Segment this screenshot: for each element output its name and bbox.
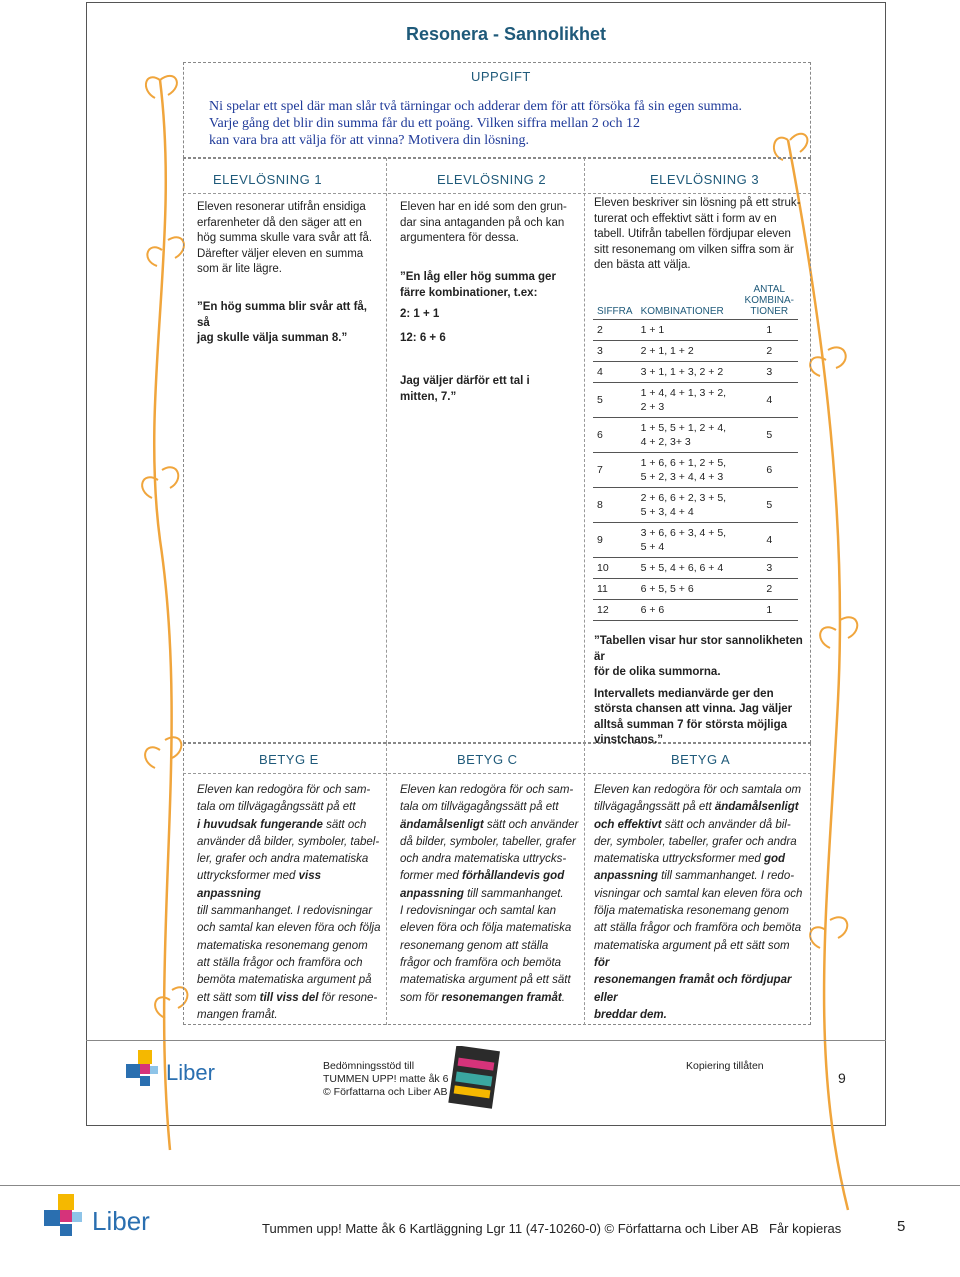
cell-antal: 1 [741, 320, 798, 341]
cell-siffra: 11 [593, 579, 637, 600]
text-line: 5 + 5, 4 + 6, 6 + 4 [640, 562, 724, 574]
text-line: argumentera för dessa. [400, 232, 519, 244]
book-credit [323, 1060, 448, 1099]
text-segment: visningar och samtal kan eleven föra och [594, 887, 803, 900]
table-row [593, 341, 798, 362]
solution-3-quote [594, 634, 806, 749]
cell-kombinationer [637, 600, 741, 621]
cell-siffra: 2 [593, 320, 637, 341]
text-line [197, 782, 383, 799]
text-line [197, 990, 383, 1007]
cell-siffra: 5 [593, 383, 637, 418]
text-line [594, 938, 808, 973]
table-row [593, 362, 798, 383]
cell-siffra: 7 [593, 453, 637, 488]
grades-header-divider [183, 773, 811, 774]
table-row [593, 320, 798, 341]
text-line [400, 990, 582, 1007]
cell-siffra: 6 [593, 418, 637, 453]
task-line: kan vara bra att välja för att vinna? Motivera din lösning. [209, 133, 529, 148]
text-line [197, 972, 383, 989]
text-segment: att ställa frågor och framföra och bemöta [594, 922, 802, 935]
text-line [594, 972, 808, 1007]
cell-siffra: 4 [593, 362, 637, 383]
solution-3-description [594, 196, 806, 274]
text-segment: ler, grafer och andra matematiska [197, 853, 369, 866]
text-line: 1 + 5, 5 + 1, 2 + 4, [640, 422, 727, 434]
text-segment: som för [400, 991, 442, 1004]
text-segment: matematiska uttrycksformer med [594, 853, 764, 866]
text-line [400, 972, 582, 989]
emphasis-text: anpassning [594, 870, 658, 883]
text-line [197, 903, 383, 920]
cell-kombinationer [637, 341, 741, 362]
footer-divider [86, 1040, 886, 1041]
text-line: som är lite lägre. [197, 263, 283, 275]
text-line: 2 + 3 [640, 401, 665, 413]
solution-2-description [400, 200, 580, 247]
text-line [197, 834, 383, 851]
text-segment: resonemang genom att ställa [400, 939, 549, 952]
text-line [594, 851, 808, 868]
grade-e-text [197, 782, 383, 1024]
text-line: Eleven resonerar utifrån ensidiga [197, 201, 366, 213]
solution-1-quote [197, 300, 382, 347]
text-segment: bemöta matematiska argument på [197, 974, 372, 987]
text-line: den bästa att välja. [594, 259, 691, 271]
table-row [593, 383, 798, 418]
text-line: 1 + 6, 6 + 1, 2 + 5, [640, 457, 727, 469]
cell-kombinationer [637, 453, 741, 488]
cell-antal: 4 [741, 383, 798, 418]
text-line: 5 + 3, 4 + 4 [640, 506, 694, 518]
text-line [400, 799, 582, 816]
text-line: 3 + 6, 6 + 3, 4 + 5, [640, 527, 727, 539]
liber-logo-text-bottom: Liber [92, 1206, 150, 1236]
table-row [593, 579, 798, 600]
text-segment: frågor och framföra och bemöta [400, 956, 562, 969]
bottom-credit: Tummen upp! Matte åk 6 Kartläggning Lgr 11 (47-10260-0) © Författarna och Liber AB [262, 1221, 759, 1236]
table-row [593, 600, 798, 621]
text-line: ”En hög summa blir svår att få, så [197, 301, 367, 329]
emphasis-text: resonemangen framåt och fördjupar eller [594, 974, 792, 1004]
text-line: ”Tabellen visar hur stor sannolikheten är [594, 635, 803, 663]
text-segment: följa matematiska resonemang genom [594, 905, 789, 918]
bottom-divider [0, 1185, 960, 1186]
table-row [593, 558, 798, 579]
text-line: ANTAL [753, 284, 786, 295]
text-line: 5 + 2, 3 + 4, 4 + 3 [640, 471, 724, 483]
emphasis-text: anpassning [400, 887, 464, 900]
text-line [197, 920, 383, 937]
solution-2-heading: ELEVLÖSNING 2 [437, 172, 547, 187]
text-segment: matematiska resonemang genom [197, 939, 368, 952]
grade-a-heading: BETYG A [671, 752, 731, 767]
cell-kombinationer [637, 558, 741, 579]
cell-siffra: 9 [593, 523, 637, 558]
cell-antal: 5 [741, 418, 798, 453]
table-row [593, 418, 798, 453]
cell-siffra: 3 [593, 341, 637, 362]
text-line [594, 1007, 808, 1024]
text-line [400, 886, 582, 903]
solution-1-heading: ELEVLÖSNING 1 [213, 172, 323, 187]
combinations-table [593, 282, 798, 621]
text-line [400, 920, 582, 937]
text-segment: för resone- [318, 991, 378, 1004]
book-cover-image [446, 1046, 502, 1110]
header-divider [183, 193, 811, 194]
text-line: tabell. Utifrån tabellen fördjupar eleven [594, 228, 791, 240]
emphasis-text: förhållandevis god [462, 870, 565, 883]
text-line [197, 955, 383, 972]
cell-antal: 2 [741, 579, 798, 600]
text-segment: och samtal kan eleven föra och följa [197, 922, 381, 935]
text-line: mitten, 7.” [400, 390, 457, 403]
text-line [594, 920, 808, 937]
cell-kombinationer [637, 488, 741, 523]
example-line: 2: 1 + 1 [400, 308, 440, 320]
text-line: färre kombinationer, t.ex: [400, 286, 538, 299]
bottom-page-number: 5 [897, 1218, 906, 1235]
emphasis-text: för [594, 956, 610, 969]
text-segment: I redovisningar och samtal kan [400, 905, 556, 918]
text-line [400, 834, 582, 851]
emphasis-text: och effektivt [594, 818, 662, 831]
text-segment: tala om tillvägagångssätt på ett [197, 801, 356, 814]
text-segment: Eleven kan redogöra för och samtala om [594, 784, 802, 796]
text-segment: och andra matematiska uttrycks- [400, 853, 567, 866]
solution-1-description [197, 200, 382, 278]
text-segment: att ställa frågor och framföra och [197, 956, 363, 969]
column-divider [386, 158, 387, 743]
text-line: 2 + 6, 6 + 2, 3 + 5, [640, 492, 727, 504]
table-row [593, 453, 798, 488]
text-segment: uttrycksformer med [197, 870, 299, 883]
header-antal [741, 282, 798, 320]
cell-siffra: 8 [593, 488, 637, 523]
cell-kombinationer [637, 383, 741, 418]
text-line [400, 868, 582, 885]
text-line: 1 + 4, 4 + 1, 3 + 2, [640, 387, 727, 399]
text-line [197, 938, 383, 955]
grade-a-text [594, 782, 808, 1024]
text-line [197, 868, 383, 903]
text-line [594, 817, 808, 834]
text-line: turerat och effektivt sätt i form av en [594, 212, 777, 225]
cell-kombinationer [637, 362, 741, 383]
text-line: Eleven beskriver sin lösning på ett struk- [594, 197, 801, 209]
solution-3-heading: ELEVLÖSNING 3 [650, 172, 760, 187]
bottom-copy: Får kopieras [769, 1221, 842, 1236]
text-line: 1 + 1 [640, 324, 665, 336]
text-line: Jag väljer därför ett tal i [400, 375, 530, 387]
cell-antal: 1 [741, 600, 798, 621]
cell-kombinationer [637, 523, 741, 558]
liber-logo-icon [126, 1050, 162, 1092]
text-line [197, 799, 383, 816]
text-line [594, 903, 808, 920]
table-header-row [593, 282, 798, 320]
emphasis-text: till viss del [259, 991, 319, 1004]
text-line: för de olika summorna. [594, 666, 721, 678]
emphasis-text: resonemangen framåt [441, 991, 562, 1004]
text-segment: sätt och använder då bil- [661, 818, 791, 831]
cell-siffra: 12 [593, 600, 637, 621]
emphasis-text: god [763, 853, 786, 866]
task-label: UPPGIFT [471, 69, 531, 84]
copy-allowed: Kopiering tillåten [686, 1060, 764, 1072]
text-line: Intervallets medianvärde ger den [594, 687, 774, 700]
text-line: Därefter väljer eleven en summa [197, 247, 364, 260]
text-segment: mangen framåt. [197, 1008, 278, 1021]
table-row [593, 523, 798, 558]
text-line: TIONER [750, 306, 789, 317]
text-line: sitt resonemang om vilken siffra som är [594, 243, 794, 256]
text-line: vinstchans.” [594, 734, 664, 746]
table-body [593, 320, 798, 621]
cell-siffra: 10 [593, 558, 637, 579]
task-text [209, 98, 789, 149]
text-line [197, 851, 383, 868]
grade-c-heading: BETYG C [457, 752, 518, 767]
column-divider [584, 743, 585, 1025]
text-line: © Författarna och Liber AB [323, 1086, 448, 1098]
text-line [400, 851, 582, 868]
text-segment: till sammanhanget. [463, 887, 564, 900]
text-segment: former med [400, 870, 462, 883]
text-segment: sätt och [322, 818, 367, 831]
text-line: största chansen att vinna. Jag väljer [594, 703, 793, 715]
text-line [400, 817, 582, 834]
emphasis-text: breddar dem. [594, 1008, 667, 1021]
text-line: Bedömningsstöd till [323, 1060, 415, 1072]
table-row [593, 488, 798, 523]
text-line [594, 799, 808, 816]
text-segment: då bilder, symboler, tabeller, grafer [400, 835, 576, 848]
text-line: 4 + 2, 3+ 3 [640, 436, 691, 448]
cell-antal: 3 [741, 362, 798, 383]
task-line: Varje gång det blir din summa får du ett poäng. Vilken siffra mellan 2 och 12 [209, 116, 640, 131]
column-divider [386, 743, 387, 1025]
page-title: Resonera - Sannolikhet [406, 24, 607, 44]
example-line: 12: 6 + 6 [400, 331, 446, 344]
text-segment: Eleven kan redogöra för och sam- [197, 784, 371, 796]
header-siffra: SIFFRA [593, 282, 637, 320]
text-segment: ett sätt som [197, 991, 260, 1004]
text-line [400, 938, 582, 955]
text-line: ”En låg eller hög summa ger [400, 271, 556, 283]
task-line: Ni spelar ett spel där man slår två tärningar och adderar dem för att försöka få sin egen summa. [209, 99, 742, 114]
header-kombinationer: KOMBINATIONER [637, 282, 741, 320]
text-line: 6 + 6 [640, 604, 665, 616]
text-segment: tala om tillvägagångssätt på ett [400, 801, 559, 814]
text-line: KOMBINA- [744, 295, 794, 306]
text-line [197, 1007, 383, 1024]
cell-antal: 5 [741, 488, 798, 523]
text-segment: eleven föra och följa matematiska [400, 922, 572, 935]
text-segment: matematiska argument på ett sätt [400, 974, 571, 987]
text-segment: till sammanhanget. I redo- [657, 870, 795, 883]
cell-antal: 2 [741, 341, 798, 362]
text-segment: tillvägagångssätt på ett [594, 801, 715, 814]
grade-c-text [400, 782, 582, 1007]
liber-logo-text: Liber [166, 1060, 215, 1085]
solution-2-conclusion [400, 374, 580, 405]
emphasis-text: viss anpassning [197, 870, 321, 900]
emphasis-text: ändamålsenligt [400, 818, 484, 831]
text-segment: Eleven kan redogöra för och sam- [400, 784, 574, 796]
text-line [594, 834, 808, 851]
cell-kombinationer [637, 418, 741, 453]
emphasis-text: ändamålsenligt [714, 801, 799, 814]
solution-2-quote [400, 270, 580, 346]
text-line [400, 782, 582, 799]
cell-kombinationer [637, 579, 741, 600]
text-line: alltså summan 7 för största möjliga [594, 718, 788, 731]
text-line: 2 + 1, 1 + 2 [640, 345, 694, 357]
text-segment: använder då bilder, symboler, tabel- [197, 835, 380, 848]
text-line: dar sina antaganden på och kan [400, 216, 565, 229]
page-number: 9 [838, 1070, 846, 1086]
text-segment: . [561, 991, 565, 1004]
liber-logo-icon-bottom [44, 1194, 86, 1244]
text-line [400, 955, 582, 972]
text-line: Eleven har en idé som den grun- [400, 201, 567, 213]
cell-kombinationer [637, 320, 741, 341]
text-segment: sätt och använder [483, 818, 579, 831]
emphasis-text: i huvudsak fungerande [197, 818, 323, 831]
cell-antal: 3 [741, 558, 798, 579]
text-line [594, 886, 808, 903]
text-line: 3 + 1, 1 + 3, 2 + 2 [640, 366, 724, 378]
text-line: erfarenheter då den säger att en [197, 216, 362, 229]
text-segment: till sammanhanget. I redovisningar [197, 905, 373, 918]
text-segment: der, symboler, tabeller, grafer och andra [594, 835, 797, 848]
text-line: jag skulle välja summan 8.” [197, 332, 348, 344]
text-segment: matematiska argument på ett sätt som [594, 939, 790, 952]
text-line [594, 868, 808, 885]
text-line: 5 + 4 [640, 541, 665, 553]
text-line [400, 903, 582, 920]
text-line [197, 817, 383, 834]
text-line [594, 782, 808, 799]
grade-e-heading: BETYG E [259, 752, 319, 767]
text-line: 6 + 5, 5 + 6 [640, 583, 694, 595]
text-line: TUMMEN UPP! matte åk 6 [323, 1073, 449, 1085]
cell-antal: 4 [741, 523, 798, 558]
cell-antal: 6 [741, 453, 798, 488]
column-divider [584, 158, 585, 743]
text-line: hög summa skulle vara svår att få. [197, 232, 373, 244]
